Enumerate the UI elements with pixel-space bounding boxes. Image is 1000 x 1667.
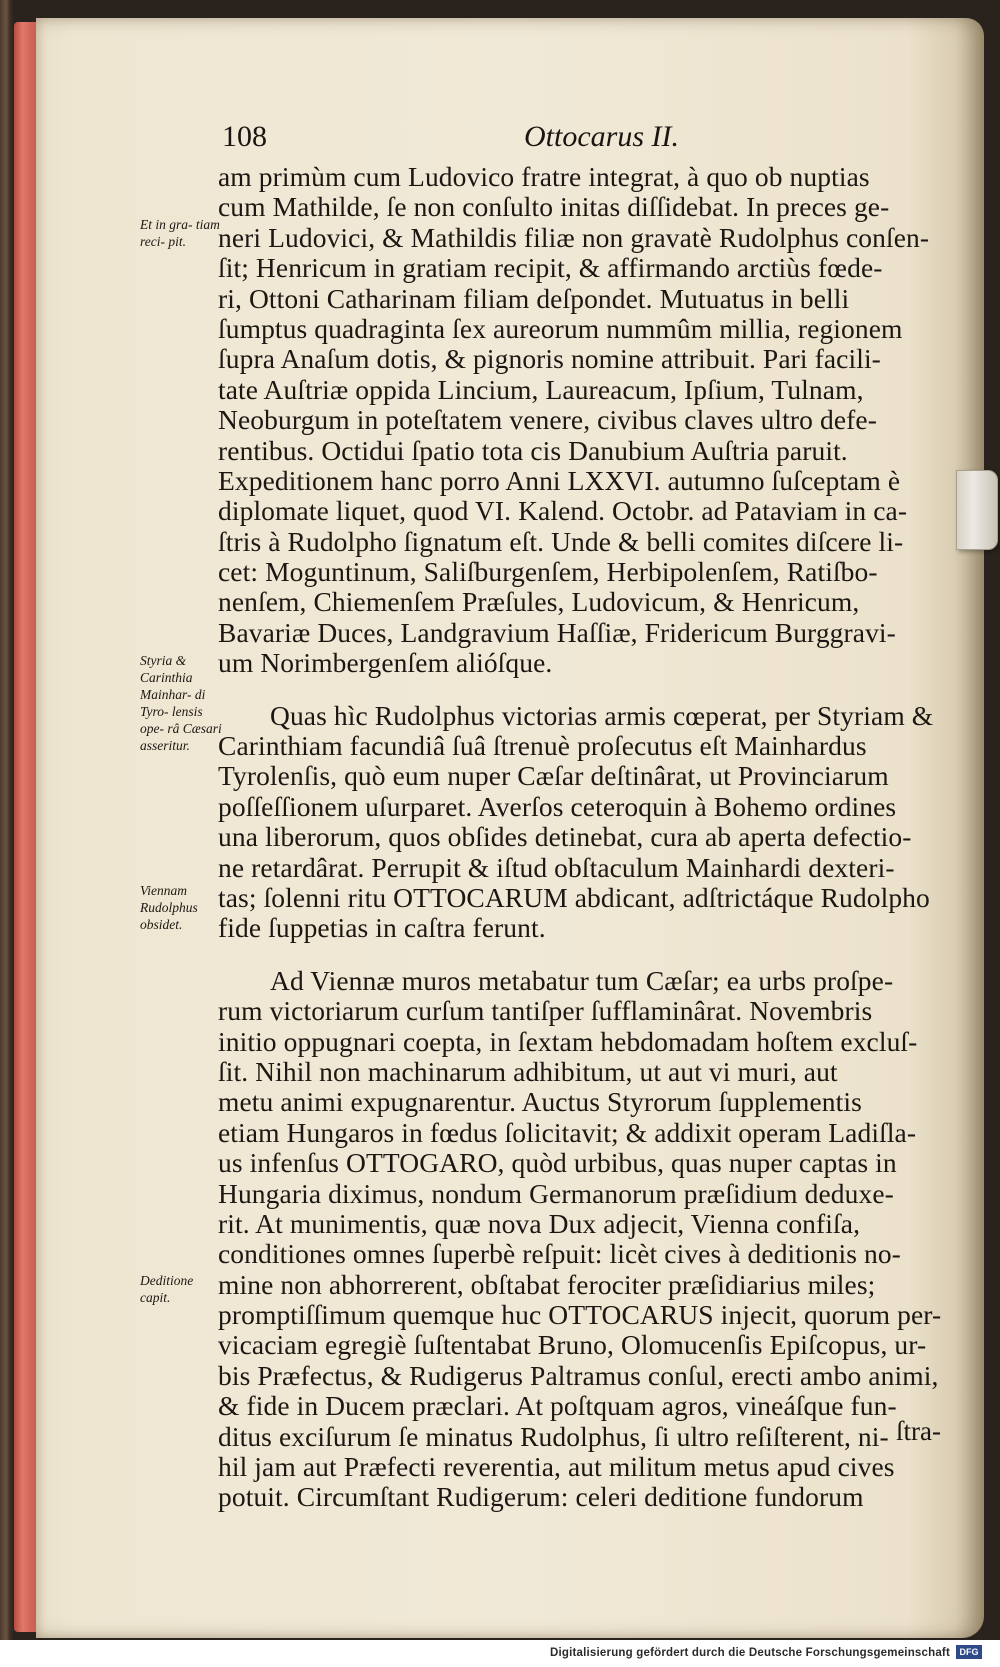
- text-line: etiam Hungaros in fœdus ſolicitavit; & addixit operam Ladiſla-: [218, 1117, 917, 1148]
- text-line: rum victoriarum curſum tantiſper ſufflaminârat. Novembris: [218, 996, 873, 1027]
- text-line: ſumptus quadraginta ſex aureorum nummûm millia, regionem: [218, 313, 903, 344]
- page-clip: [956, 470, 998, 550]
- text-line: initio oppugnari coepta, in ſextam hebdomadam hoſtem excluſ-: [218, 1026, 918, 1057]
- text-line: Ad Viennæ muros metabatur tum Cæſar; ea urbs proſpe-: [270, 965, 894, 996]
- text-line: Quas hìc Rudolphus victorias armis cœperat, per Styriam &: [270, 700, 934, 731]
- text-line: hil jam aut Præfecti reverentia, aut militum metus apud cives: [218, 1452, 895, 1483]
- text-line: vicaciam egregiè ſuſtentabat Bruno, Olomucenſis Epiſcopus, ur-: [218, 1330, 927, 1361]
- text-line: us infenſus OTTOGARO, quòd urbibus, quas nuper captas in: [218, 1148, 897, 1179]
- text-line: um Norimbergenſem alióſque.: [218, 648, 553, 679]
- text-line: ſit. Nihil non machinarum adhibitum, ut aut vi muri, aut: [218, 1056, 838, 1087]
- margin-note: Styria & Carinthia Mainhar- di Tyro- lensis ope- râ Cæsari asseritur.: [140, 653, 222, 753]
- text-line: fide ſuppetias in caſtra ferunt.: [218, 913, 546, 944]
- text-line: promptiſſimum quemque huc OTTOCARUS injecit, quorum per-: [218, 1300, 942, 1331]
- text-line: cum Mathilde, ſe non conſulto initas diſſidebat. In preces ge-: [218, 192, 890, 223]
- page-header: [222, 116, 692, 160]
- page-number: 108: [222, 120, 267, 153]
- text-line: ſtris à Rudolpho ſignatum eſt. Unde & belli comites diſcere li-: [218, 526, 904, 557]
- text-line: metu animi expugnarentur. Auctus Styrorum ſupplementis: [218, 1087, 862, 1118]
- margin-note: Deditione capit.: [140, 1273, 194, 1305]
- text-line: am primùm cum Ludovico fratre integrat, à quo ob nuptias: [218, 162, 870, 192]
- paragraph-gap: [218, 679, 958, 701]
- paragraph: [218, 966, 958, 1513]
- footer-credit: Digitalisierung gefördert durch die Deutsche Forschungsgemeinschaft: [550, 1647, 950, 1659]
- catchword: ſtra-: [896, 1416, 941, 1446]
- book-edge: [14, 22, 36, 1632]
- text-line: Bavariæ Duces, Landgravium Haſſiæ, Fridericum Burggravi-: [218, 617, 896, 648]
- text-line: ne retardârat. Perrupit & iſtud obſtaculum Mainhardi dexteri-: [218, 852, 895, 883]
- margin-note: Et in gra- tiam reci- pit.: [140, 217, 220, 249]
- paragraph: [218, 162, 958, 679]
- running-head: Ottocarus II.: [524, 120, 679, 153]
- text-line: Expeditionem hanc porro Anni LXXVI. autumno ſuſceptam è: [218, 465, 901, 496]
- text-line: rentibus. Octidui ſpatio tota cis Danubium Auſtria paruit.: [218, 435, 848, 466]
- text-line: cet: Moguntinum, Saliſburgenſem, Herbipolenſem, Ratiſbo-: [218, 557, 878, 588]
- text-line: tas; ſolenni ritu OTTOCARUM abdicant, adſtrictáque Rudolpho: [218, 882, 930, 913]
- text-line: & fide in Ducem præclari. At poſtquam agros, vineáſque fun-: [218, 1391, 897, 1422]
- body-text: [218, 162, 958, 1513]
- text-line: nenſem, Chiemenſem Præſules, Ludovicum, & Henricum,: [218, 587, 860, 618]
- dfg-logo: DFG: [956, 1645, 982, 1659]
- text-line: poſſeſſionem uſurparet. Averſos ceteroquin à Bohemo ordines: [218, 791, 897, 822]
- text-line: potuit. Circumſtant Rudigerum: celeri deditione fundorum: [218, 1482, 864, 1513]
- text-line: conditiones omnes ſuperbè reſpuit: licèt cives à deditionis no-: [218, 1239, 901, 1270]
- text-line: una liberorum, quos obſides detinebat, cura ab aperta defectio-: [218, 822, 912, 853]
- margin-note: Viennam Rudolphus obsidet.: [140, 883, 198, 932]
- text-line: mine non abhorrerent, obſtabat ferociter præſidiarius miles;: [218, 1269, 876, 1300]
- text-line: Hungaria diximus, nondum Germanorum præſidium deduxe-: [218, 1178, 894, 1209]
- text-line: bis Præfectus, & Rudigerus Paltramus conſul, erecti ambo animi,: [218, 1360, 939, 1391]
- text-line: Carinthiam facundiâ ſuâ ſtrenuè proſecutus eſt Mainhardus: [218, 731, 867, 762]
- text-line: neri Ludovici, & Mathildis filiæ non gravatè Rudolphus conſen-: [218, 222, 930, 253]
- text-line: ri, Ottoni Catharinam filiam deſpondet. Mutuatus in belli: [218, 283, 850, 314]
- text-line: Tyrolenſis, quò eum nuper Cæſar deſtinârat, ut Provinciarum: [218, 761, 889, 792]
- paragraph-gap: [218, 944, 958, 966]
- text-line: ditus exciſurum ſe minatus Rudolphus, ſi ultro reſiſterent, ni-: [218, 1421, 889, 1452]
- paragraph: [218, 701, 958, 944]
- text-line: rit. At munimentis, quæ nova Dux adjecit, Vienna confiſa,: [218, 1208, 861, 1239]
- text-line: diplomate liquet, quod VI. Kalend. Octobr. ad Pataviam in ca-: [218, 496, 908, 527]
- text-line: tate Auſtriæ oppida Lincium, Laureacum, Ipſium, Tulnam,: [218, 374, 864, 405]
- text-line: Neoburgum in poteſtatem venere, civibus claves ultro defe-: [218, 405, 877, 436]
- text-line: ſit; Henricum in gratiam recipit, & affirmando arctiùs fœde-: [218, 253, 883, 284]
- text-line: ſupra Anaſum dotis, & pignoris nomine attribuit. Pari facili-: [218, 344, 881, 375]
